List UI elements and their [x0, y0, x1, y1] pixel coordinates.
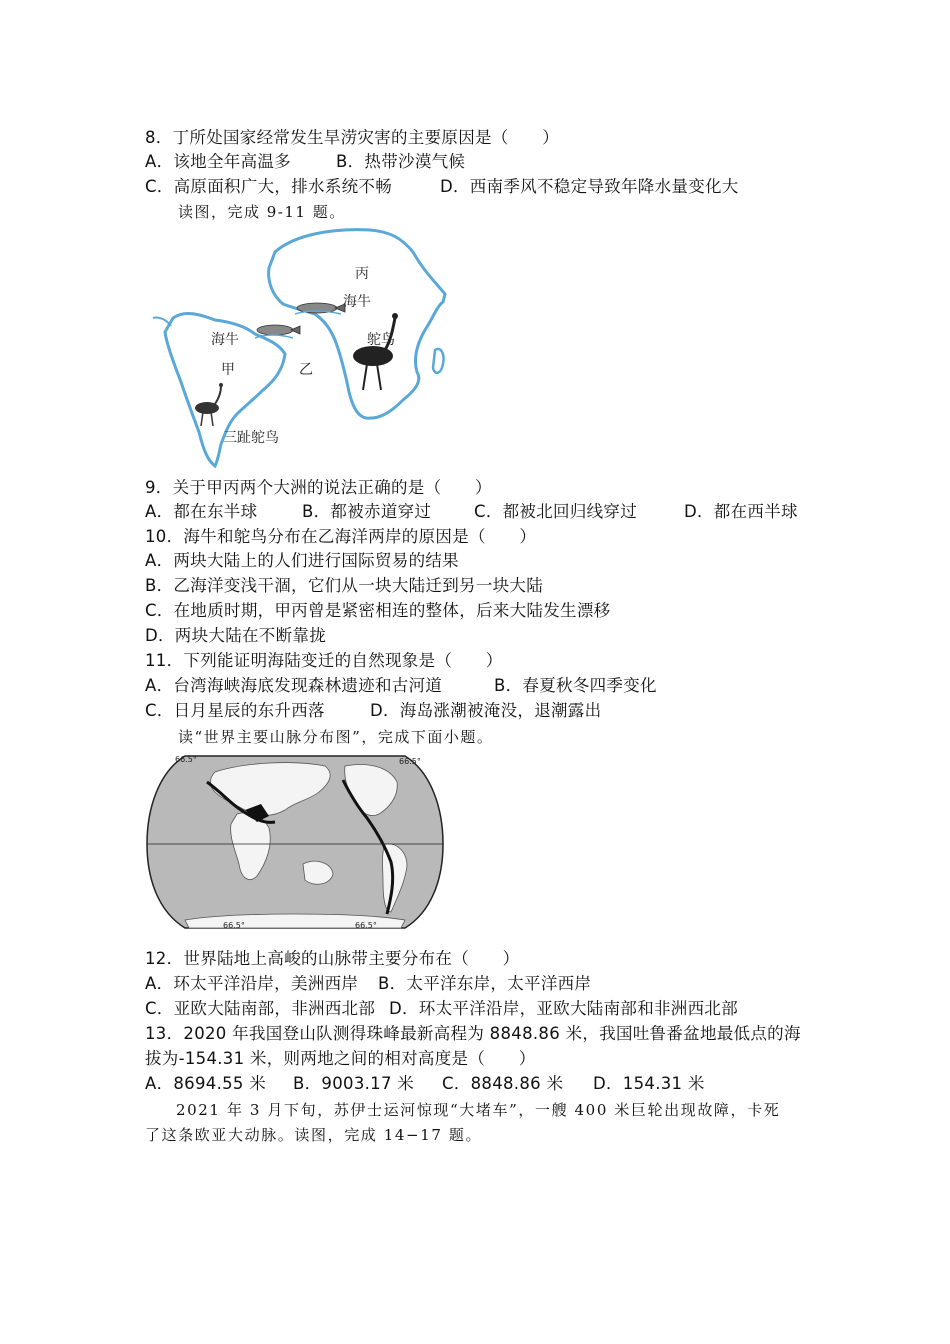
q11-option-d: D．海岛涨潮被淹没，退潮露出: [370, 701, 602, 720]
q8-option-c: C．高原面积广大，排水系统不畅: [145, 177, 393, 196]
lat-label-nw: 66.5°: [175, 755, 197, 764]
q8-option-d: D．西南季风不稳定导致年降水量变化大: [440, 177, 739, 196]
label-jia: 甲: [221, 362, 235, 378]
q12-stem: 12．世界陆地上高峻的山脉带主要分布在（ ）: [145, 949, 520, 968]
q13-stem-line2: 拔为-154.31 米，则两地之间的相对高度是（ ）: [145, 1049, 536, 1068]
label-tuoniao: 鸵鸟: [367, 332, 395, 348]
q9-option-c: C．都被北回归线穿过: [474, 502, 638, 521]
q10-option-b: B．乙海洋变浅干涸，它们从一块大陆迁到另一块大陆: [145, 576, 544, 595]
q11-option-a: A．台湾海峡海底发现森林遗迹和古河道: [145, 676, 443, 695]
q10-option-c: C．在地质时期，甲丙曾是紧密相连的整体，后来大陆发生漂移: [145, 601, 611, 620]
intro-14-17-line2: 了这条欧亚大动脉。读图，完成 14−17 题。: [145, 1126, 483, 1144]
q12-option-b: B．太平洋东岸，太平洋西岸: [378, 974, 592, 993]
madagascar-island: [433, 349, 444, 373]
q9-option-b: B．都被赤道穿过: [302, 502, 432, 521]
q8-option-b: B．热带沙漠气候: [336, 152, 466, 171]
q13-option-c: C．8848.86 米: [442, 1074, 564, 1093]
label-hainiu-left: 海牛: [211, 332, 239, 348]
q8-stem: 8．丁所处国家经常发生旱涝灾害的主要原因是（ ）: [145, 128, 559, 147]
label-santuotuoniao: 三趾鸵鸟: [223, 430, 279, 446]
africa-south-america-map: [145, 222, 475, 470]
q10-stem: 10．海牛和鸵鸟分布在乙海洋两岸的原因是（ ）: [145, 527, 537, 546]
label-yi: 乙: [299, 362, 313, 378]
q13-option-b: B．9003.17 米: [293, 1074, 415, 1093]
q9-option-a: A．都在东半球: [145, 502, 258, 521]
q10-option-a: A．两块大陆上的人们进行国际贸易的结果: [145, 551, 459, 570]
label-bing: 丙: [355, 266, 369, 282]
lat-label-se: 66.5°: [355, 921, 377, 930]
q10-option-d: D．两块大陆在不断靠拢: [145, 626, 327, 645]
intro-14-17-line1: 2021 年 3 月下旬，苏伊士运河惊现“大堵车”，一艘 400 米巨轮出现故障，卡死: [176, 1101, 781, 1119]
lat-label-ne: 66.5°: [399, 757, 421, 766]
world-mountain-map: [145, 752, 445, 932]
q13-stem-line1: 13．2020 年我国登山队测得珠峰最新高程为 8848.86 米，我国吐鲁番盆地最低点的海: [145, 1024, 801, 1043]
q11-option-c: C．日月星辰的东升西落: [145, 701, 325, 720]
q9-option-d: D．都在西半球: [684, 502, 798, 521]
q13-option-d: D．154.31 米: [593, 1074, 705, 1093]
intro-9-11: 读图，完成 9-11 题。: [178, 203, 346, 221]
lat-label-sw: 66.5°: [223, 921, 245, 930]
q8-option-a: A．该地全年高温多: [145, 152, 291, 171]
label-hainiu-right: 海牛: [343, 294, 371, 310]
q13-option-a: A．8694.55 米: [145, 1074, 267, 1093]
q11-option-b: B．春夏秋冬四季变化: [494, 676, 657, 695]
q12-option-d: D．环太平洋沿岸，亚欧大陆南部和非洲西北部: [389, 999, 739, 1018]
q12-option-c: C．亚欧大陆南部，非洲西北部: [145, 999, 376, 1018]
q12-option-a: A．环太平洋沿岸，美洲西岸: [145, 974, 359, 993]
intro-12: 读“世界主要山脉分布图”，完成下面小题。: [178, 728, 494, 746]
q9-stem: 9．关于甲丙两个大洲的说法正确的是（ ）: [145, 478, 492, 497]
q11-stem: 11．下列能证明海陆变迁的自然现象是（ ）: [145, 651, 503, 670]
